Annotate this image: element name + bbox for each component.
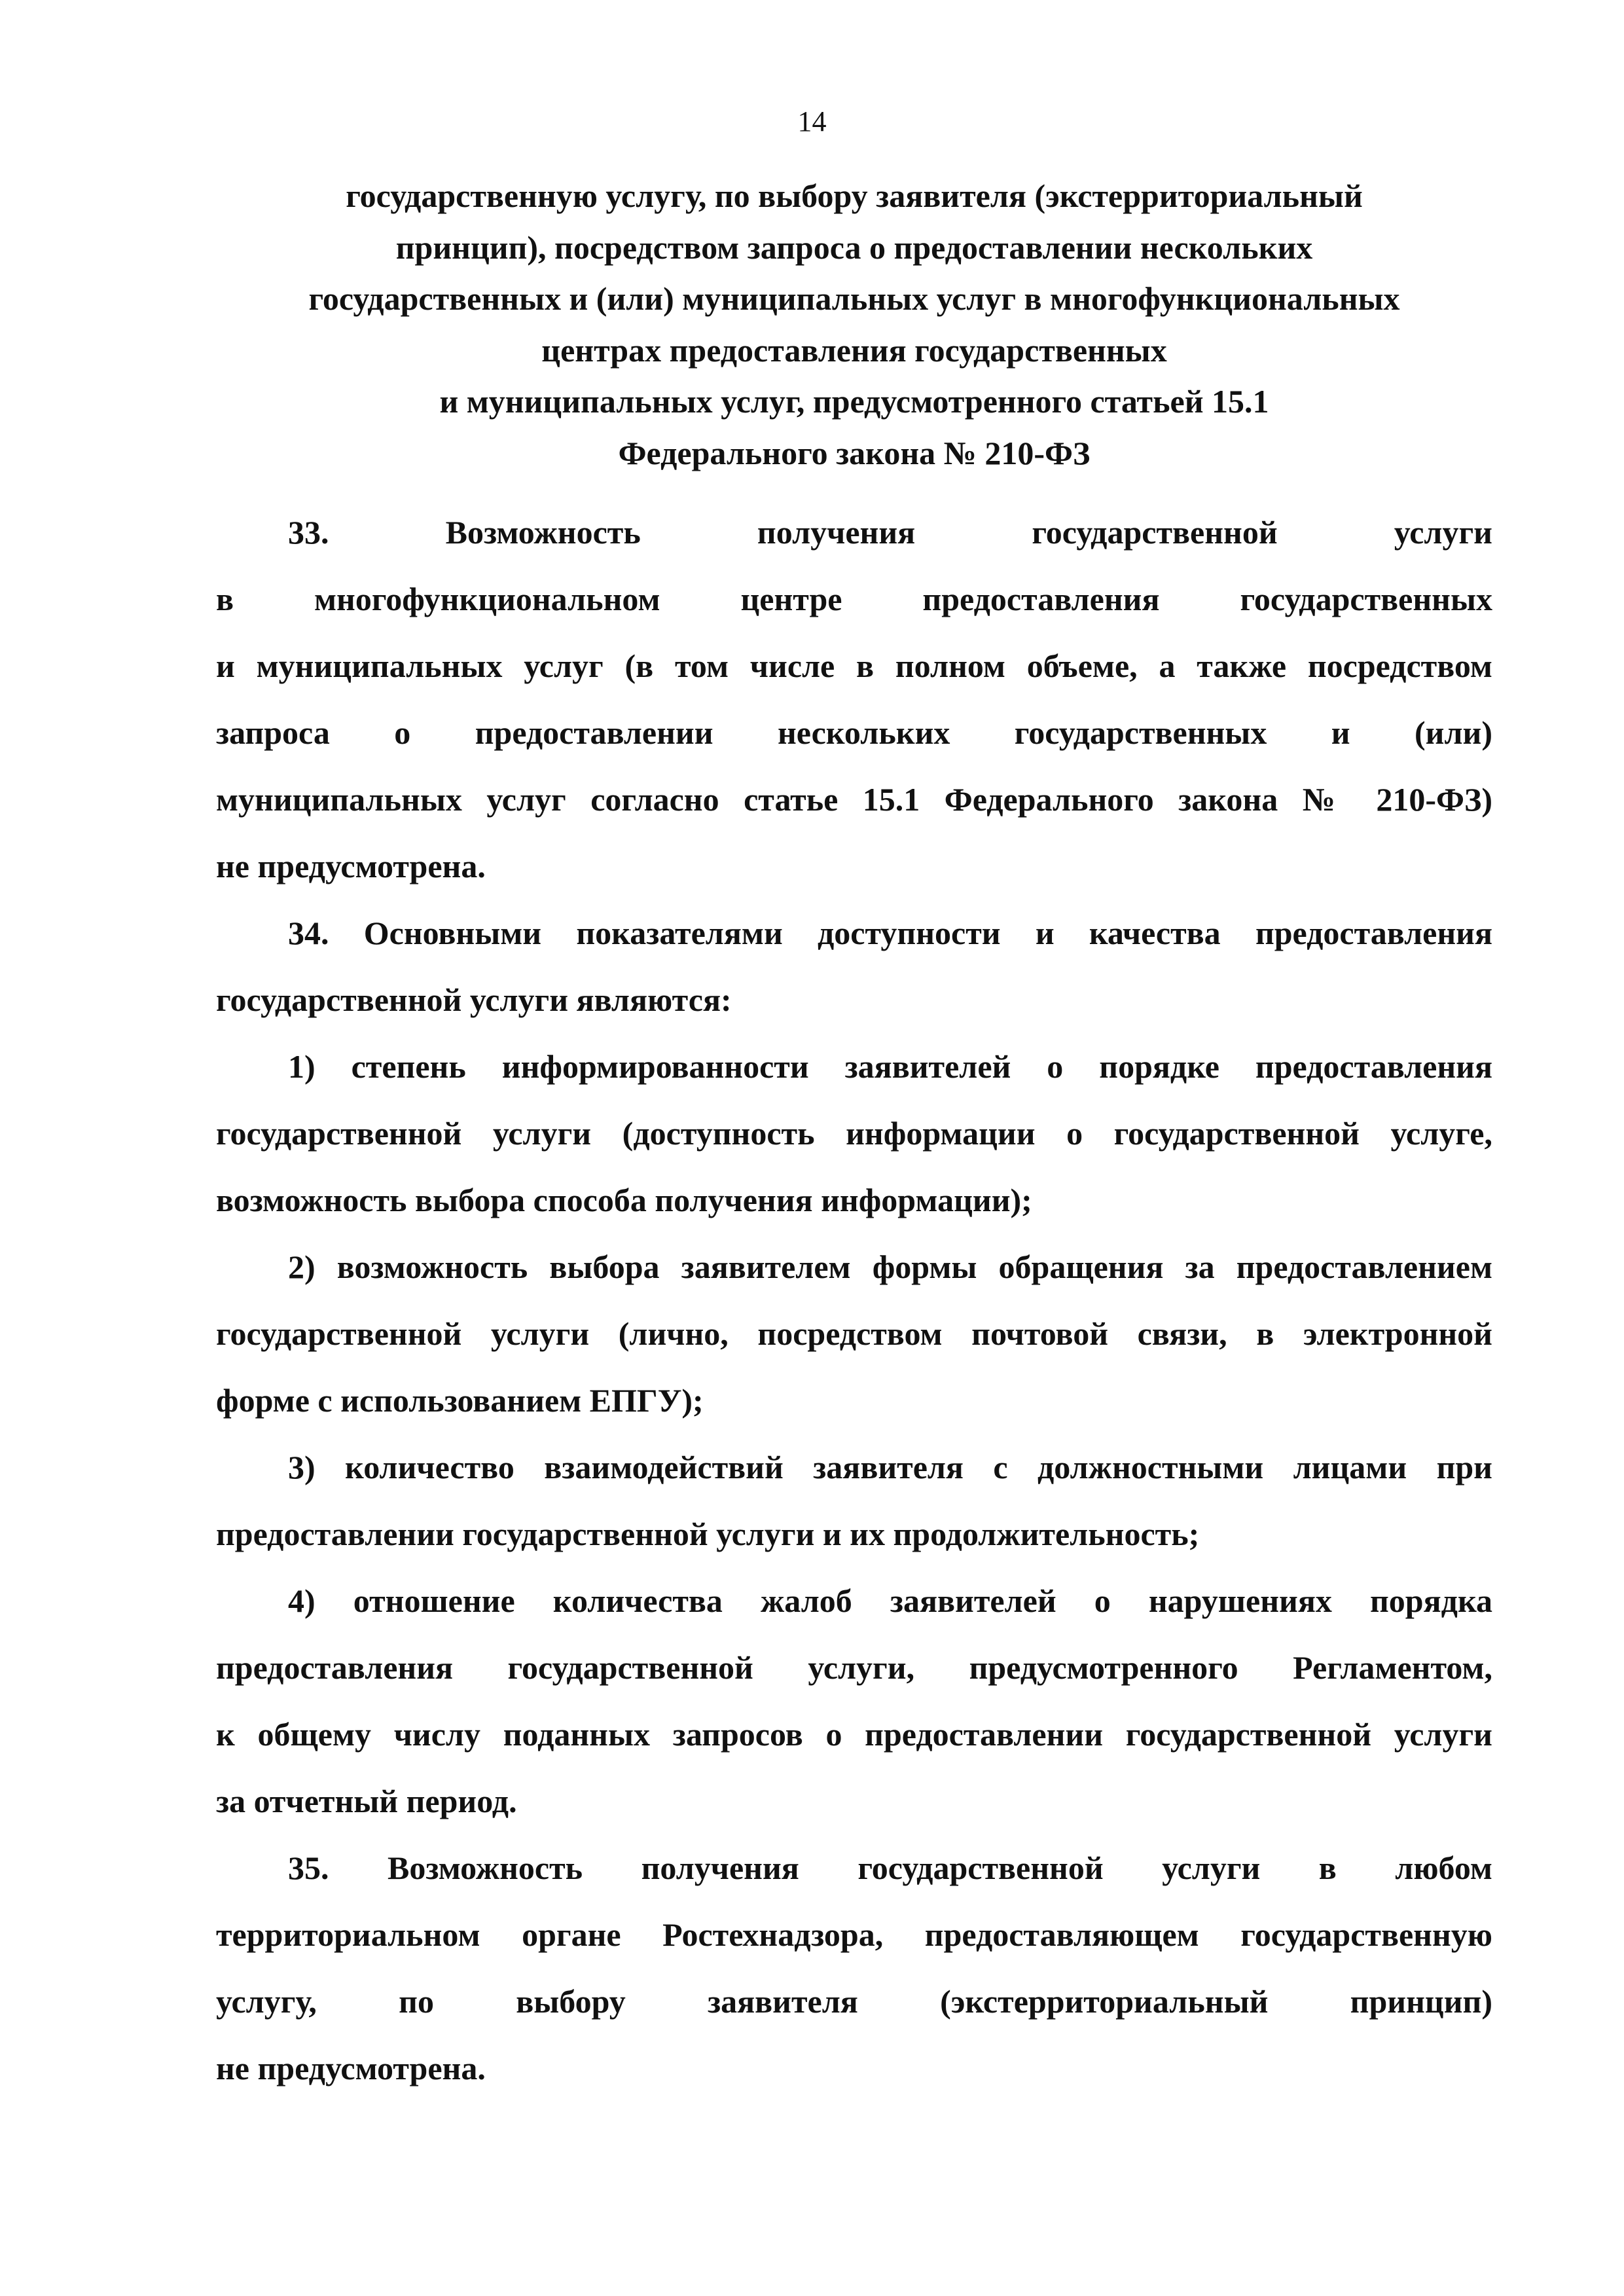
- text-line: территориальном органе Ростехнадзора, предоставляющем государственную: [216, 1916, 1492, 1953]
- text-line: 34. Основными показателями доступности и качества предоставления: [288, 915, 1492, 951]
- list-item-1: [216, 1033, 1492, 1233]
- text-line: 1) степень информированности заявителей о порядке предоставления: [288, 1048, 1492, 1085]
- text-line: 4) отношение количества жалоб заявителей о нарушениях порядка: [288, 1582, 1492, 1619]
- list-item-3: [216, 1434, 1492, 1567]
- section-heading: [216, 170, 1492, 479]
- text-line: не предусмотрена.: [216, 2050, 486, 2086]
- text-line: к общему числу поданных запросов о предоставлении государственной услуги: [216, 1716, 1492, 1753]
- list-item-2: [216, 1233, 1492, 1434]
- heading-line: Федерального закона № 210-ФЗ: [618, 434, 1091, 471]
- text-line: предоставления государственной услуги, предусмотренного Регламентом,: [216, 1649, 1492, 1686]
- text-line: муниципальных услуг согласно статье 15.1 Федерального закона № 210-ФЗ): [216, 781, 1492, 818]
- text-line: 3) количество взаимодействий заявителя с должностными лицами при: [288, 1449, 1492, 1485]
- text-line: в многофункциональном центре предоставления государственных: [216, 581, 1492, 617]
- paragraph-35: [216, 1834, 1492, 2102]
- text-line: не предусмотрена.: [216, 848, 486, 884]
- text-line: государственной услуги (лично, посредством почтовой связи, в электронной: [216, 1315, 1492, 1352]
- page-number: 14: [797, 105, 827, 137]
- heading-line: государственную услугу, по выбору заявителя (экстерриториальный: [346, 177, 1363, 214]
- text-line: 35. Возможность получения государственной услуги в любом: [288, 1850, 1492, 1886]
- text-line: форме с использованием ЕПГУ);: [216, 1382, 704, 1419]
- text-line: запроса о предоставлении нескольких государственных и (или): [216, 714, 1492, 751]
- text-line: государственной услуги (доступность информации о государственной услуге,: [216, 1115, 1492, 1152]
- heading-line: центрах предоставления государственных: [541, 331, 1167, 369]
- list-item-4: [216, 1567, 1492, 1834]
- text-line: и муниципальных услуг (в том числе в полном объеме, а также посредством: [216, 647, 1492, 684]
- heading-line: принцип), посредством запроса о предоставлении нескольких: [395, 228, 1313, 266]
- heading-line: государственных и (или) муниципальных услуг в многофункциональных: [308, 280, 1400, 317]
- text-line: 33. Возможность получения государственной услуги: [288, 514, 1492, 551]
- text-line: государственной услуги являются:: [216, 981, 732, 1018]
- paragraph-34: [216, 900, 1492, 1033]
- text-line: 2) возможность выбора заявителем формы обращения за предоставлением: [288, 1248, 1492, 1285]
- heading-line: и муниципальных услуг, предусмотренного статьей 15.1: [439, 383, 1269, 420]
- text-line: возможность выбора способа получения информации);: [216, 1182, 1032, 1218]
- text-line: за отчетный период.: [216, 1783, 517, 1819]
- text-line: услугу, по выбору заявителя (экстерриториальный принцип): [216, 1983, 1492, 2020]
- paragraph-33: [216, 499, 1492, 900]
- text-line: предоставлении государственной услуги и их продолжительность;: [216, 1516, 1200, 1552]
